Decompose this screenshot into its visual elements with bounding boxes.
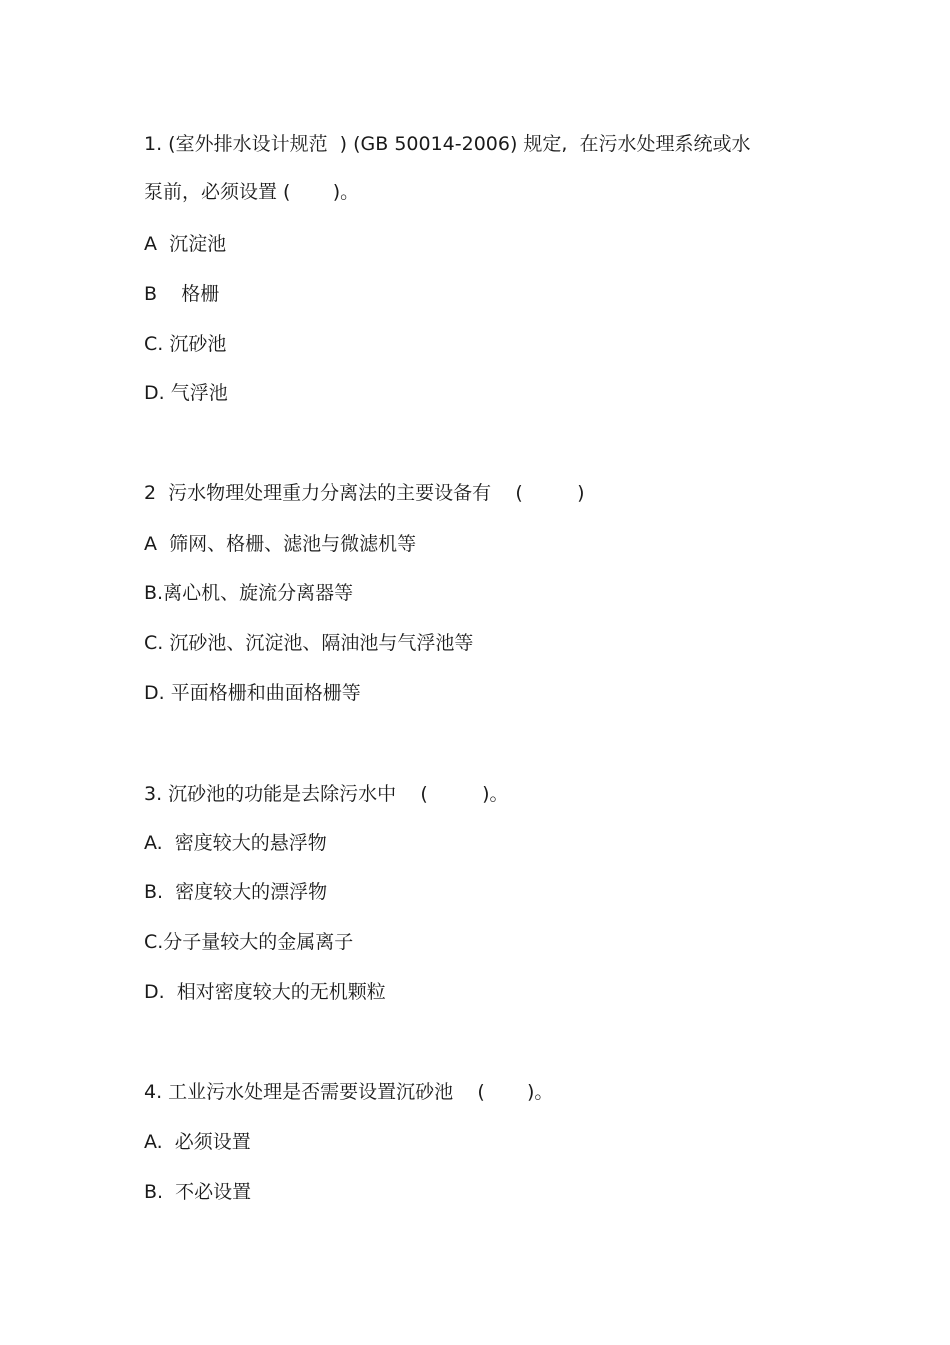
question-4-option-b: B. 不必设置 bbox=[144, 1181, 252, 1203]
question-2-option-c: C. 沉砂池、沉淀池、隔油池与气浮池等 bbox=[144, 632, 474, 654]
question-2-option-a: A 筛网、格栅、滤池与微滤机等 bbox=[144, 533, 417, 555]
question-1-option-b: B 格栅 bbox=[144, 283, 220, 305]
question-1-stem-line-2: 泵前，必须设置 ( )。 bbox=[144, 181, 360, 203]
question-1-stem-line-1: 1. (室外排水设计规范 ) (GB 50014-2006) 规定, 在污水处理系统或水 bbox=[144, 133, 751, 155]
question-4-option-a: A. 必须设置 bbox=[144, 1131, 251, 1153]
question-2-option-b: B.离心机、旋流分离器等 bbox=[144, 582, 354, 604]
question-1-option-c: C. 沉砂池 bbox=[144, 333, 227, 355]
question-4-stem: 4. 工业污水处理是否需要设置沉砂池 ( )。 bbox=[144, 1081, 554, 1103]
question-3-option-a: A. 密度较大的悬浮物 bbox=[144, 832, 327, 854]
question-3-option-d: D. 相对密度较大的无机颗粒 bbox=[144, 981, 386, 1003]
question-3-option-c: C.分子量较大的金属离子 bbox=[144, 931, 354, 953]
question-2-option-d: D. 平面格栅和曲面格栅等 bbox=[144, 682, 361, 704]
question-2-stem: 2 污水物理处理重力分离法的主要设备有 ( ) bbox=[144, 482, 585, 504]
question-3-option-b: B. 密度较大的漂浮物 bbox=[144, 881, 328, 903]
question-3-stem: 3. 沉砂池的功能是去除污水中 ( )。 bbox=[144, 783, 509, 805]
question-1-option-a: A 沉淀池 bbox=[144, 233, 227, 255]
question-1-option-d: D. 气浮池 bbox=[144, 382, 228, 404]
